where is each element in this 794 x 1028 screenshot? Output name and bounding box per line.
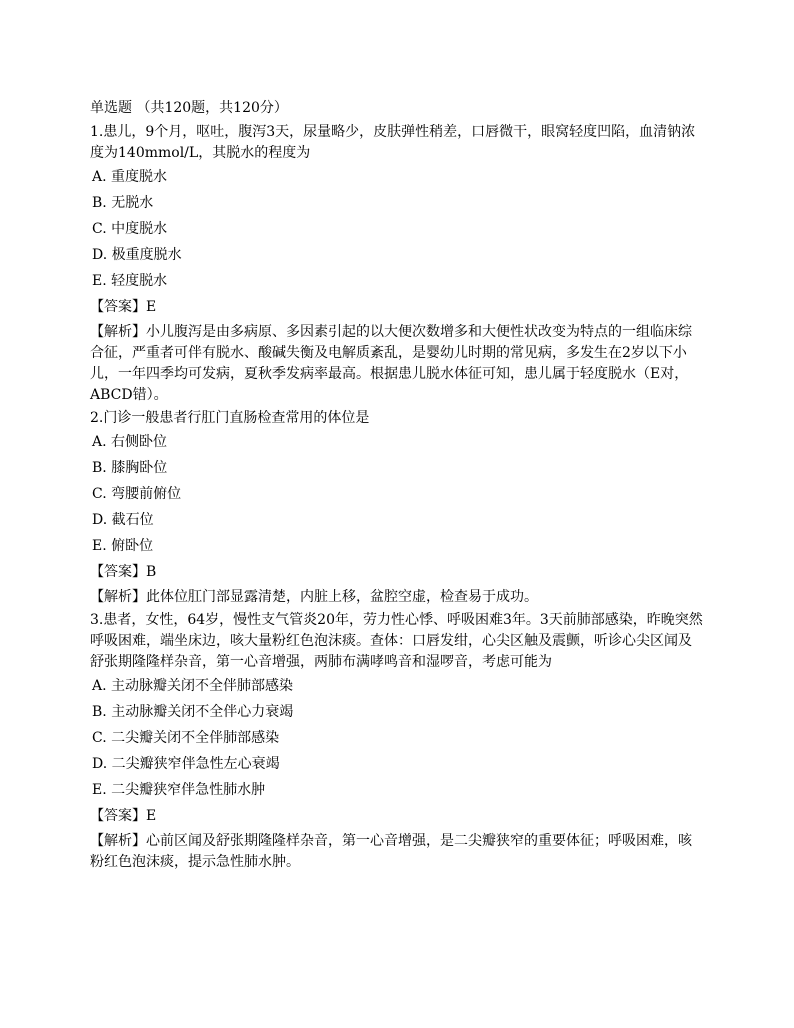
- answer-line: [90, 559, 704, 585]
- option-b: B. 主动脉瓣关闭不全伴心力衰竭: [92, 704, 294, 720]
- analysis-tag: 【解析】: [90, 833, 146, 849]
- analysis-text: 小儿腹泻是由多病原、多因素引起的以大便次数增多和大便性状改变为特点的一组临床综合征，严重者可伴有脱水、酸碱失衡及电解质紊乱，是婴幼儿时期的常见病，多发生在2岁以下小儿，一年四季均可发病，夏秋季发病率最高。根据患儿脱水体征可知，患儿属于轻度脱水（E对，ABCD错）。: [90, 324, 692, 403]
- option-d: D. 极重度脱水: [92, 247, 182, 263]
- question-stem: 2.门诊一般患者行肛门直肠检查常用的体位是: [90, 410, 370, 426]
- section-header: 单选题 （共120题，共120分）: [90, 100, 288, 116]
- option-d: D. 截石位: [92, 512, 154, 528]
- answer-tag: 【答案】: [90, 564, 146, 580]
- option-a: A. 主动脉瓣关闭不全伴肺部感染: [92, 678, 294, 694]
- analysis-line: [90, 831, 704, 873]
- analysis-line: [90, 587, 704, 608]
- analysis-text: 心前区闻及舒张期隆隆样杂音，第一心音增强，是二尖瓣狭窄的重要体征；呼吸困难，咳粉红色泡沫痰，提示急性肺水肿。: [90, 833, 692, 870]
- answer-line: [90, 294, 704, 320]
- answer-tag: 【答案】: [90, 808, 146, 824]
- option-c: C. 弯腰前俯位: [92, 486, 182, 502]
- analysis-tag: 【解析】: [90, 324, 146, 340]
- option-b: B. 膝胸卧位: [92, 460, 168, 476]
- option-a: A. 重度脱水: [92, 169, 168, 185]
- option-e: E. 轻度脱水: [92, 273, 168, 289]
- option-e: E. 二尖瓣狭窄伴急性肺水肿: [92, 782, 266, 798]
- answer-value: E: [146, 299, 157, 315]
- option-d: D. 二尖瓣狭窄伴急性左心衰竭: [92, 756, 280, 772]
- option-c: C. 二尖瓣关闭不全伴肺部感染: [92, 730, 280, 746]
- answer-line: [90, 803, 704, 829]
- option-a: A. 右侧卧位: [92, 434, 168, 450]
- option-b: B. 无脱水: [92, 195, 154, 211]
- option-e: E. 俯卧位: [92, 538, 154, 554]
- analysis-text: 此体位肛门部显露清楚，内脏上移，盆腔空虚，检查易于成功。: [146, 589, 538, 605]
- question-stem: 3.患者，女性，64岁，慢性支气管炎20年，劳力性心悸、呼吸困难3年。3天前肺部感染，昨晚突然呼吸困难，端坐床边，咳大量粉红色泡沫痰。查体：口唇发绀，心尖区触及震颤，听诊心尖区闻及舒张期隆隆样杂音，第一心音增强，两肺布满哮鸣音和湿啰音，考虑可能为: [90, 612, 703, 670]
- question-2: [90, 408, 704, 608]
- option-c: C. 中度脱水: [92, 221, 168, 237]
- answer-value: B: [146, 564, 157, 580]
- question-3: [90, 610, 704, 873]
- analysis-line: [90, 322, 704, 406]
- question-1: [90, 122, 704, 406]
- analysis-tag: 【解析】: [90, 589, 146, 605]
- question-stem: 1.患儿，9个月，呕吐，腹泻3天，尿量略少，皮肤弹性稍差，口唇微干，眼窝轻度凹陷，血清钠浓度为140mmol/L，其脱水的程度为: [90, 124, 696, 161]
- answer-tag: 【答案】: [90, 299, 146, 315]
- answer-value: E: [146, 808, 157, 824]
